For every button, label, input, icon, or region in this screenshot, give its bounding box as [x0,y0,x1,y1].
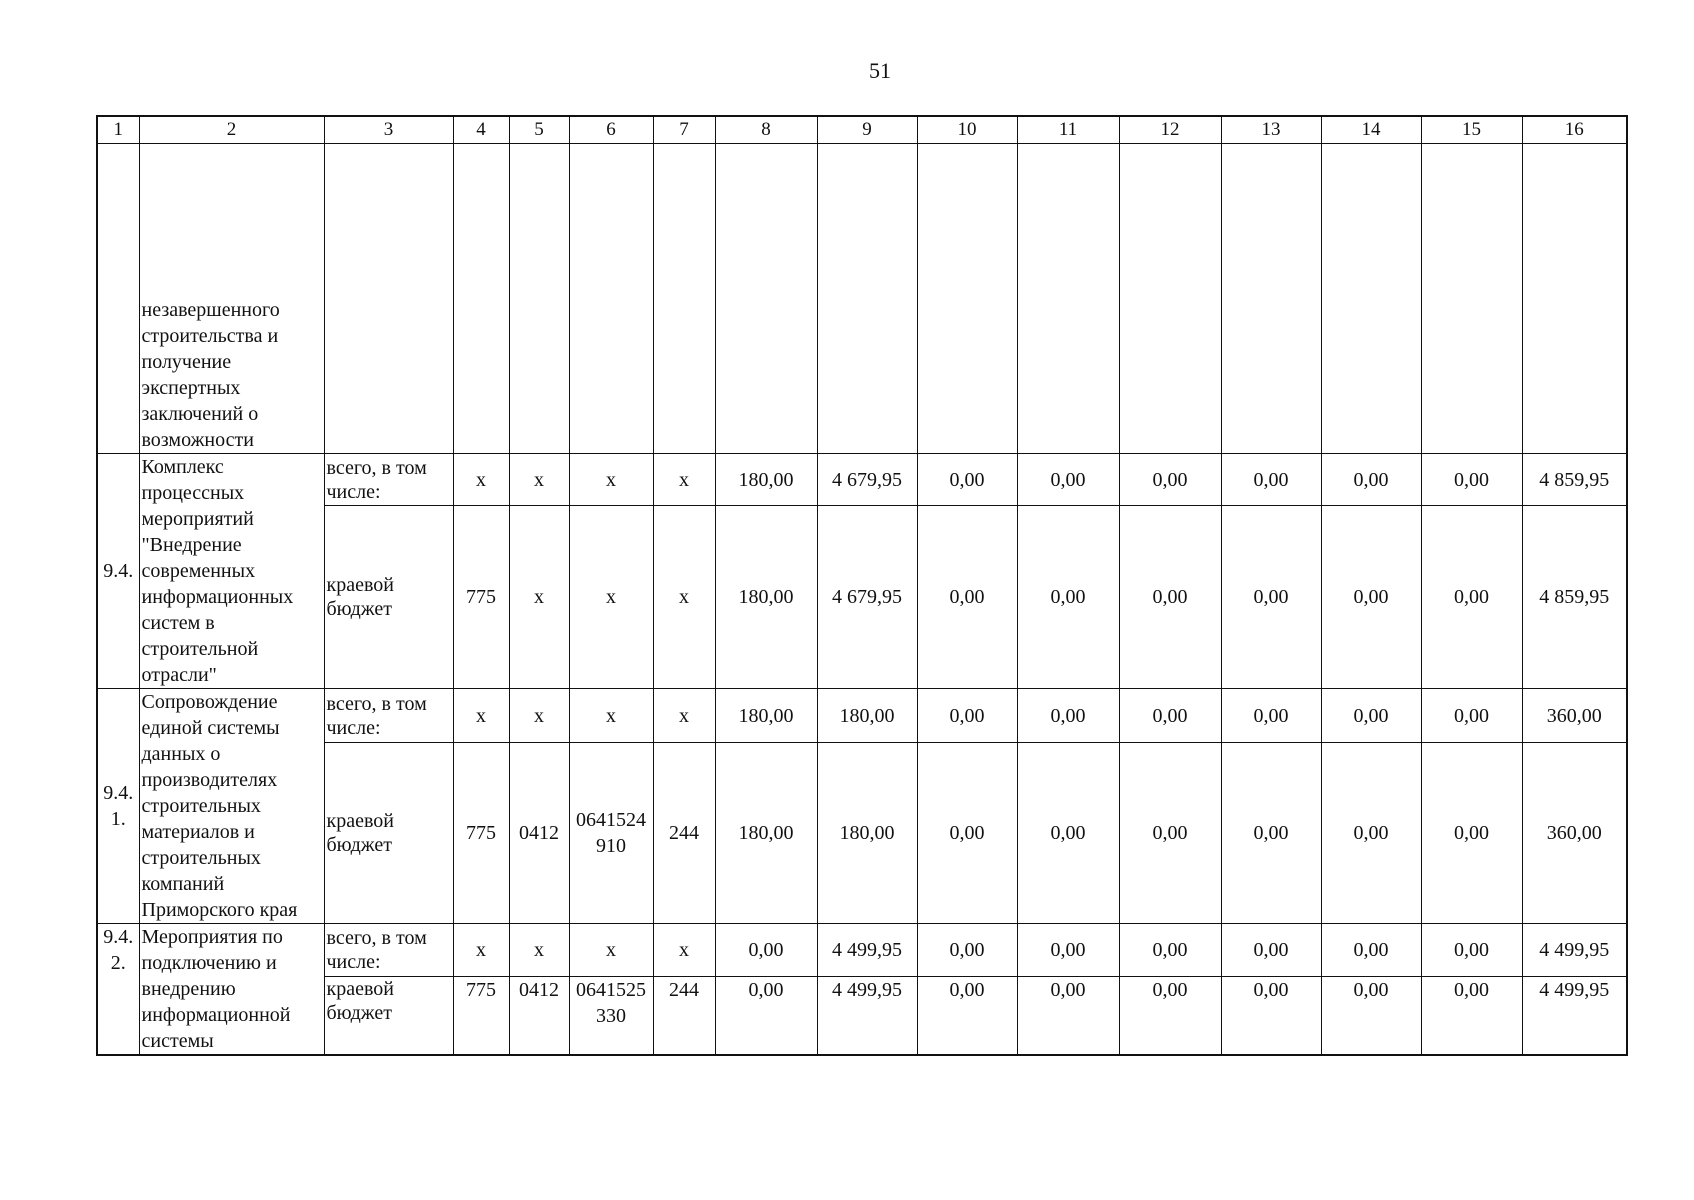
table-cell: 0,00 [1119,506,1221,689]
table-cell: x [453,689,509,743]
table-cell: 775 [453,743,509,924]
table-cell: 0,00 [1119,743,1221,924]
table-cell: 775 [453,506,509,689]
empty-cell [509,144,569,454]
table-cell: 180,00 [715,454,817,506]
table-cell: 0,00 [1321,689,1421,743]
table-cell: 0,00 [1321,977,1421,1055]
table-cell: 0,00 [1321,454,1421,506]
table-cell: 4 859,95 [1522,506,1627,689]
measure-name: незавершенного строительства и получение экспертных заключений о возможности [139,144,324,454]
table-cell: 0,00 [917,689,1017,743]
table-cell: 0,00 [1221,977,1321,1055]
table-cell: 0641525 330 [569,977,653,1055]
row-number-cell: 9.4. [97,454,139,689]
empty-cell [1221,144,1321,454]
table-cell: 180,00 [715,689,817,743]
table-cell: 244 [653,743,715,924]
table-cell: 0,00 [715,977,817,1055]
table-cell: 4 859,95 [1522,454,1627,506]
table-cell: 0,00 [917,743,1017,924]
row-number-cell: 9.4. 1. [97,689,139,924]
table-cell: x [569,454,653,506]
table-cell: 0,00 [917,506,1017,689]
funding-source: краевой бюджет [324,506,453,689]
table-cell: 0,00 [917,924,1017,977]
empty-cell [324,144,453,454]
column-header: 1 [97,116,139,144]
table-cell: x [509,924,569,977]
column-header: 11 [1017,116,1119,144]
row-number-cell: 9.4. 2. [97,924,139,1056]
funding-source: всего, в том числе: [324,924,453,977]
table-cell: 4 499,95 [817,977,917,1055]
table-cell: 0,00 [1119,689,1221,743]
table-cell: x [509,506,569,689]
empty-cell [817,144,917,454]
column-header: 16 [1522,116,1627,144]
table-row [97,924,1627,977]
empty-cell [453,144,509,454]
table-cell: x [509,689,569,743]
column-header: 4 [453,116,509,144]
column-header: 14 [1321,116,1421,144]
budget-table [96,115,1628,1056]
table-cell: 180,00 [715,506,817,689]
measure-name: Мероприятия по подключению и внедрению информационной системы [139,924,324,1056]
table-cell: x [653,924,715,977]
table-cell: 0,00 [1421,506,1522,689]
table-row [97,506,1627,689]
table-cell: 180,00 [817,743,917,924]
table-cell: 0,00 [1421,454,1522,506]
column-header: 13 [1221,116,1321,144]
table-cell: x [569,506,653,689]
empty-cell [569,144,653,454]
table-cell: x [569,924,653,977]
empty-cell [653,144,715,454]
table-cell: x [453,454,509,506]
empty-cell [1522,144,1627,454]
table-cell: 0,00 [1421,924,1522,977]
table-cell: 4 679,95 [817,506,917,689]
table-cell: 180,00 [817,689,917,743]
table-cell: 0,00 [1017,743,1119,924]
column-header: 5 [509,116,569,144]
table-cell: 0,00 [1321,924,1421,977]
funding-source: всего, в том числе: [324,689,453,743]
column-header: 8 [715,116,817,144]
measure-name: Комплекс процессных мероприятий "Внедрение современных информационных систем в строительной отрасли" [139,454,324,689]
table-cell: 0,00 [1017,506,1119,689]
table-cell: 0,00 [1421,743,1522,924]
table-cell: 0,00 [917,454,1017,506]
table-cell: x [653,506,715,689]
table-cell: 775 [453,977,509,1055]
table-cell: 0,00 [1221,743,1321,924]
table-cell: x [653,689,715,743]
table-cell: 4 499,95 [1522,977,1627,1055]
table-cell: 0,00 [1119,924,1221,977]
table-cell: 4 499,95 [1522,924,1627,977]
measure-name: Сопровождение единой системы данных о производителях строительных материалов и строительных компаний Приморского края [139,689,324,924]
table-cell: 0,00 [1017,689,1119,743]
column-number-row [97,116,1627,144]
table-cell: 0,00 [1017,924,1119,977]
funding-source: краевой бюджет [324,977,453,1055]
table-row [97,454,1627,506]
column-header: 10 [917,116,1017,144]
funding-source: всего, в том числе: [324,454,453,506]
table-row [97,743,1627,924]
column-header: 9 [817,116,917,144]
table-row [97,977,1627,1055]
table-cell: 0,00 [1221,454,1321,506]
column-header: 3 [324,116,453,144]
table-cell: 0,00 [1421,977,1522,1055]
empty-cell [1321,144,1421,454]
table-cell: 360,00 [1522,743,1627,924]
table-cell: 0412 [509,743,569,924]
table-cell: 0,00 [1221,506,1321,689]
table-cell: 0,00 [917,977,1017,1055]
empty-cell [715,144,817,454]
table-cell: x [453,924,509,977]
table-cell: 0,00 [1321,743,1421,924]
table-cell: 4 679,95 [817,454,917,506]
funding-source: краевой бюджет [324,743,453,924]
table-cell: 0,00 [1221,689,1321,743]
empty-cell [1119,144,1221,454]
table-cell: 0,00 [1221,924,1321,977]
table-cell: 360,00 [1522,689,1627,743]
column-header: 7 [653,116,715,144]
column-header: 2 [139,116,324,144]
table-cell: x [569,689,653,743]
column-header: 15 [1421,116,1522,144]
table-cell: x [653,454,715,506]
table-cell: 0,00 [1119,454,1221,506]
table-cell: 4 499,95 [817,924,917,977]
empty-cell [1421,144,1522,454]
table-row [97,689,1627,743]
table-cell: 0641524 910 [569,743,653,924]
row-number-cell [97,144,139,454]
table-cell: x [509,454,569,506]
page-number: 51 [869,58,891,83]
table-cell: 0,00 [1017,454,1119,506]
column-header: 12 [1119,116,1221,144]
table-cell: 180,00 [715,743,817,924]
table-cell: 0,00 [715,924,817,977]
table-cell: 0,00 [1421,689,1522,743]
empty-cell [917,144,1017,454]
table-cell: 0,00 [1017,977,1119,1055]
table-cell: 244 [653,977,715,1055]
table-cell: 0,00 [1321,506,1421,689]
table-row [97,144,1627,454]
table-cell: 0412 [509,977,569,1055]
column-header: 6 [569,116,653,144]
empty-cell [1017,144,1119,454]
table-cell: 0,00 [1119,977,1221,1055]
